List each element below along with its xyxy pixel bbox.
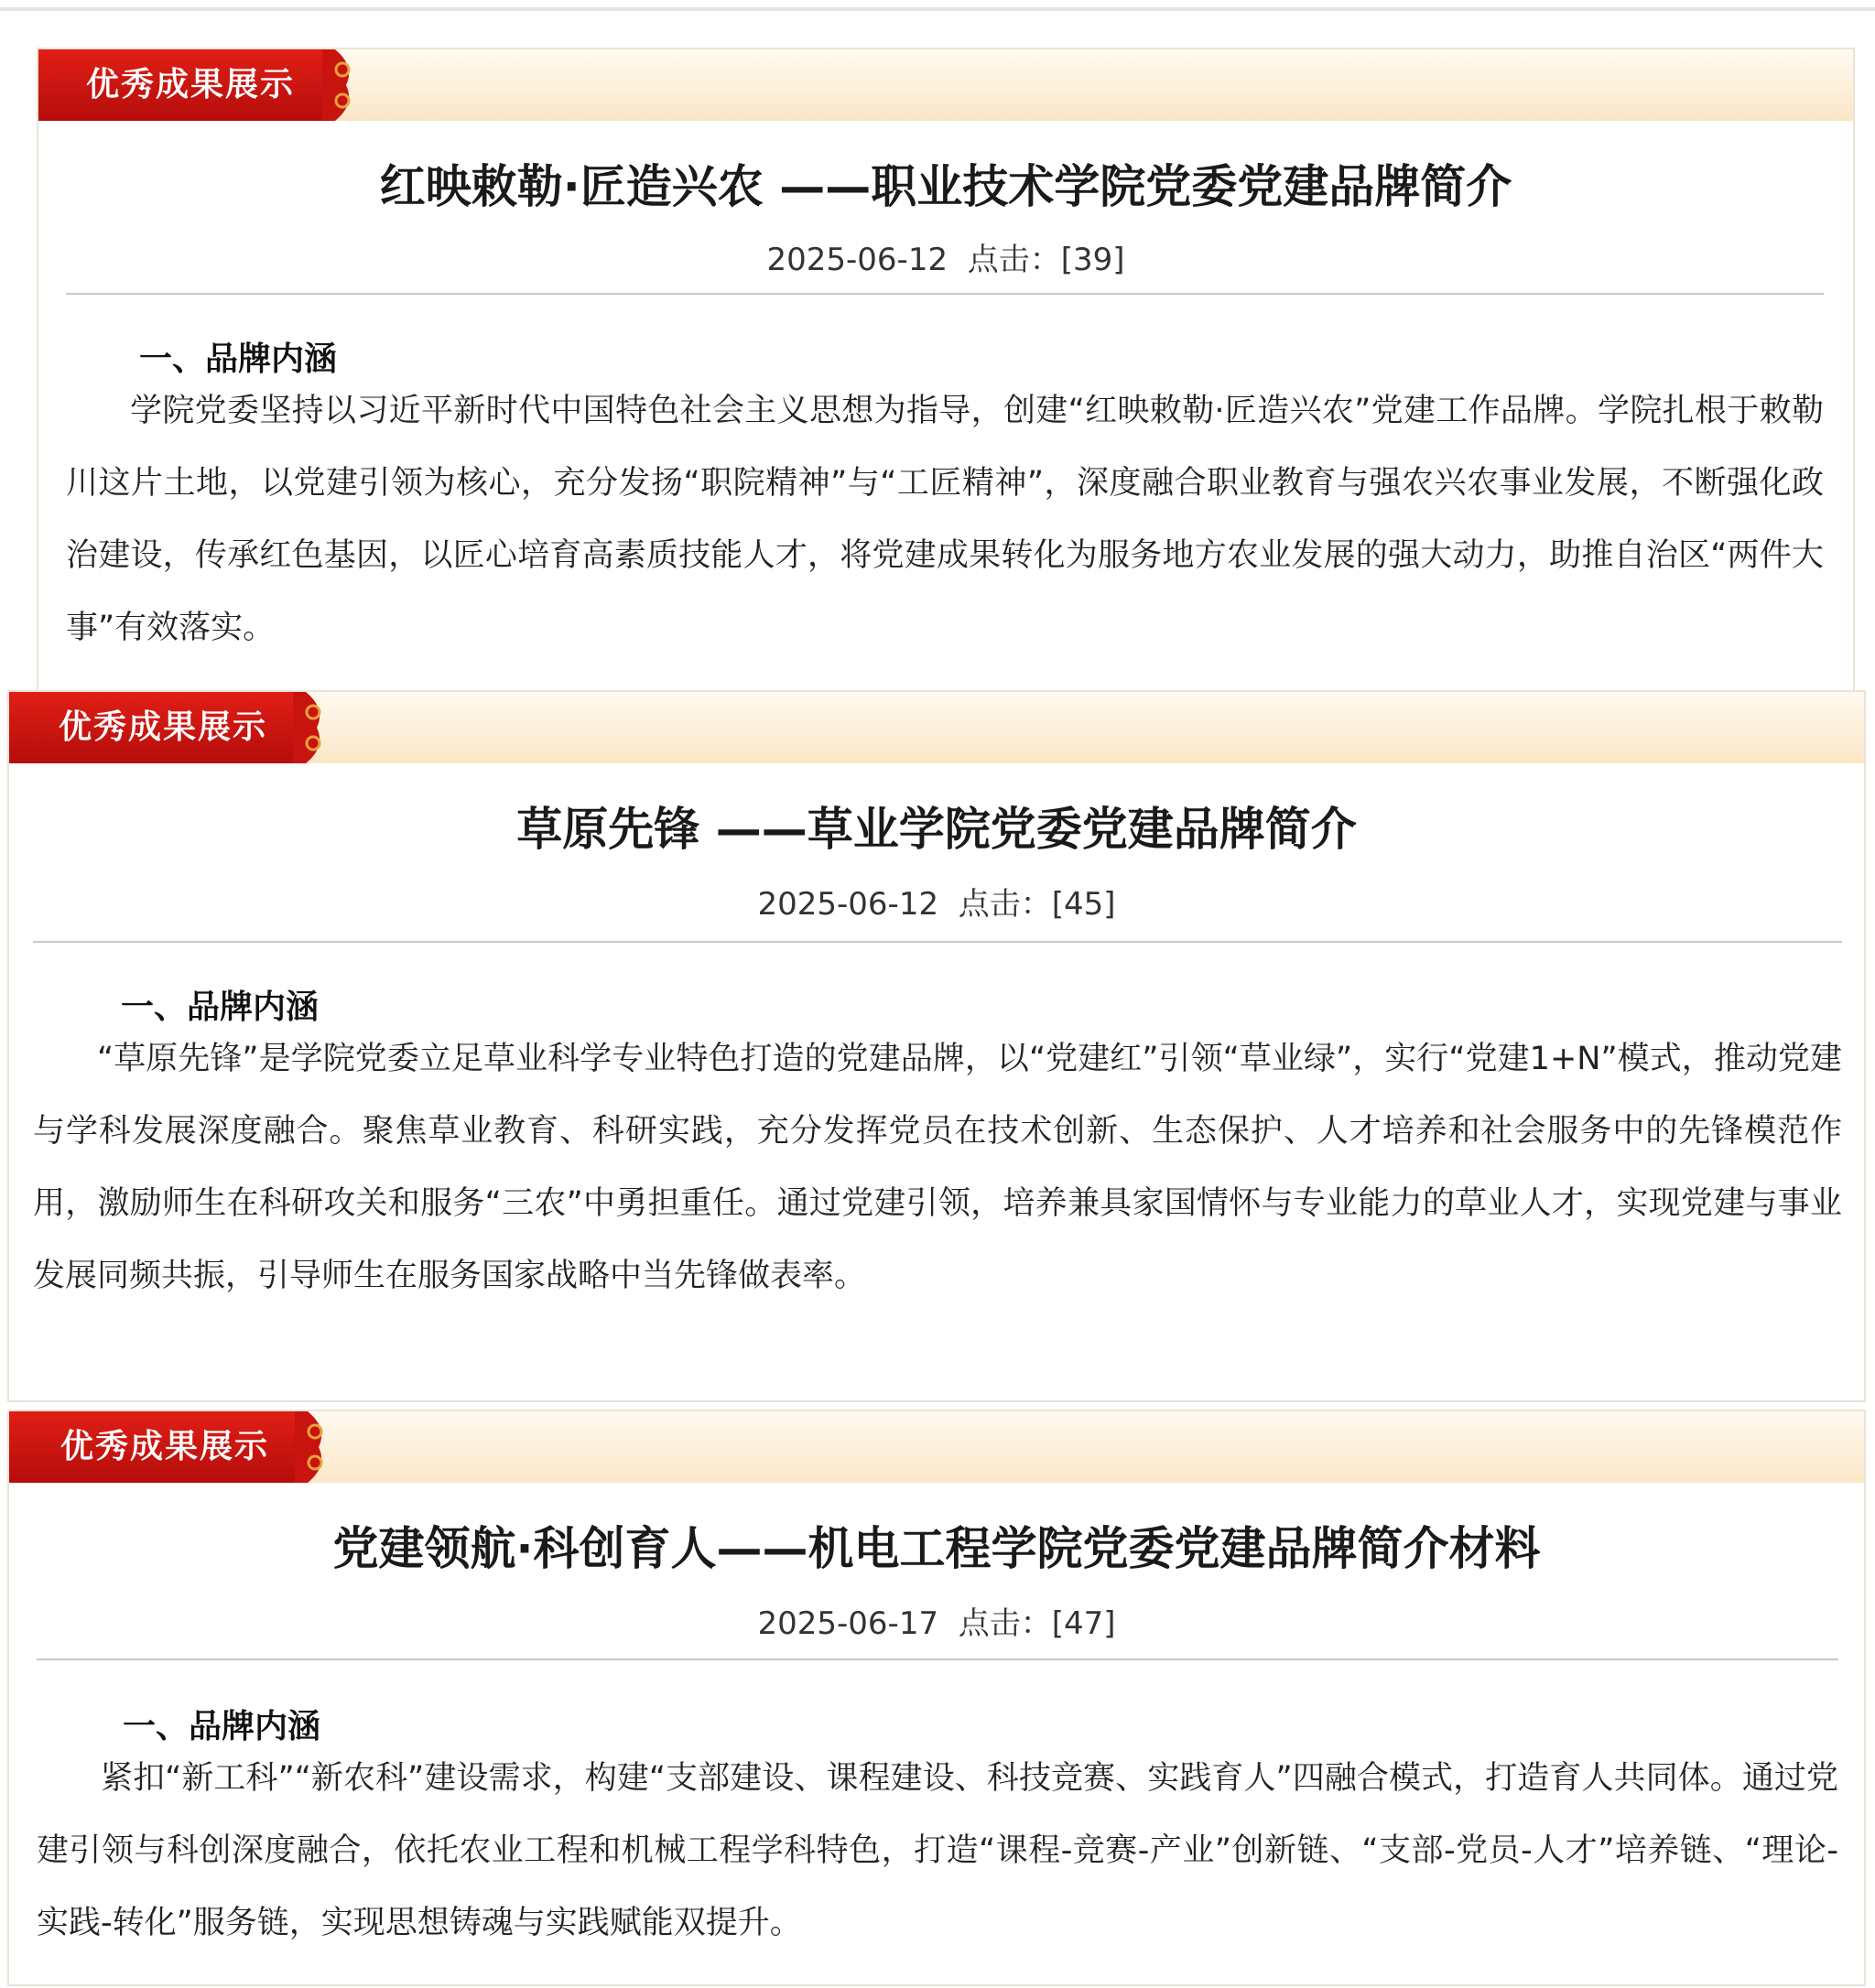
swirl-ornament-icon <box>295 1411 331 1483</box>
swirl-ornament-icon <box>293 692 330 763</box>
article-title[interactable]: 党建领航·科创育人——机电工程学院党委党建品牌简介材料 <box>332 1522 1541 1575</box>
divider <box>33 941 1842 943</box>
article-card <box>7 690 1866 1402</box>
section-heading: 一、品牌内涵 <box>139 340 338 378</box>
article-body: 学院党委坚持以习近平新时代中国特色社会主义思想为指导，创建“红映敕勒·匠造兴农”党建工作品牌。学院扎根于敕勒川这片土地，以党建引领为核心，充分发扬“职院精神”与“工匠精神”，深度融合职业教育与强农兴农事业发展，不断强化政治建设，传承红色基因，以匠心培育高素质技能人才，将党建成果转化为服务地方农业发展的强大动力，助推自治区“两件大事”有效落实。 <box>66 393 1824 646</box>
article-meta <box>9 1598 1864 1643</box>
article-title[interactable]: 草原先锋 ——草业学院党委党建品牌简介 <box>516 803 1357 856</box>
article-meta <box>9 879 1864 924</box>
article-date: 2025-06-12 <box>757 886 939 923</box>
article-date: 2025-06-12 <box>766 242 948 278</box>
article-card <box>7 1410 1866 1986</box>
section-badge: 优秀成果展示 <box>38 49 322 121</box>
article-clicks: 点击：[47] <box>958 1605 1116 1642</box>
article-meta <box>38 234 1853 279</box>
swirl-ornament-icon <box>322 49 359 121</box>
section-badge: 优秀成果展示 <box>9 1411 295 1483</box>
article-body: “草原先锋”是学院党委立足草业科学专业特色打造的党建品牌，以“党建红”引领“草业绿”，实行“党建1+N”模式，推动党建与学科发展深度融合。聚焦草业教育、科研实践，充分发挥党员在技术创新、生态保护、人才培养和社会服务中的先锋模范作用，激励师生在科研攻关和服务“三农”中勇担重任。通过党建引领，培养兼具家国情怀与专业能力的草业人才，实现党建与事业发展同频共振，引导师生在服务国家战略中当先锋做表率。 <box>33 1041 1842 1294</box>
section-heading: 一、品牌内涵 <box>123 1708 321 1745</box>
divider <box>37 1658 1838 1660</box>
top-border <box>0 7 1875 11</box>
article-body: 紧扣“新工科”“新农科”建设需求，构建“支部建设、课程建设、科技竞赛、实践育人”四融合模式，打造育人共同体。通过党建引领与科创深度融合，依托农业工程和机械工程学科特色，打造“课程-竞赛-产业”创新链、“支部-党员-人才”培养链、“理论-实践-转化”服务链，实现思想铸魂与实践赋能双提升。 <box>37 1760 1838 1941</box>
section-heading: 一、品牌内涵 <box>121 989 320 1026</box>
article-clicks: 点击：[45] <box>958 886 1116 923</box>
section-badge: 优秀成果展示 <box>9 692 293 763</box>
article-clicks: 点击：[39] <box>967 242 1125 278</box>
divider <box>66 293 1824 295</box>
article-date: 2025-06-17 <box>757 1605 939 1642</box>
article-card <box>37 48 1855 693</box>
article-title[interactable]: 红映敕勒·匠造兴农 ——职业技术学院党委党建品牌简介 <box>379 160 1512 213</box>
